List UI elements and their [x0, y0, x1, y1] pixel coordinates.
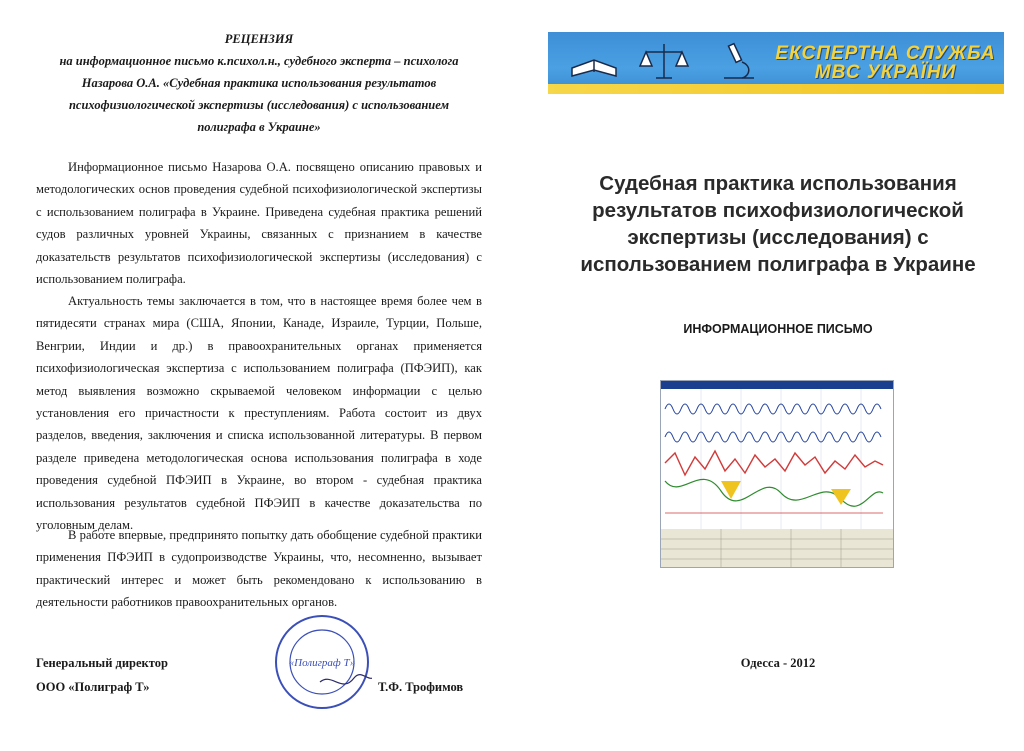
stamp-text: «Полиграф Т» [288, 657, 356, 669]
company-stamp [272, 612, 372, 712]
review-paragraph [36, 524, 482, 614]
review-subtitle-line-4: полиграфа в Украине» [197, 120, 321, 134]
paragraph-text: В работе впервые, предпринято попытку дать обобщение судебной практики применения ПФЭИП в судопроизводстве Украины, что, несомненно, вызывает практический интерес и может быть рекомендовано к использованию в деятельности работников правоохранительных органов. [36, 528, 482, 610]
book-title [578, 170, 978, 278]
image-table [661, 529, 893, 567]
paragraph-text: Информационное письмо Назарова О.А. посвящено описанию правовых и методологических основ проведения судебной психофизиологической экспертизы с использованием полиграфа в Украине. Приведена судебная практика решений судов различных уровней Украины, связанных с признанием в качестве доказательств результатов психофизиологической экспертизы (исследования) с использованием полиграфа. [36, 160, 482, 287]
scales-icon [640, 44, 688, 78]
book-icon [572, 60, 616, 76]
book-title-line: использованием полиграфа в Украине [580, 253, 976, 276]
book-title-line: результатов психофизиологической [592, 199, 964, 222]
book-subtitle: ИНФОРМАЦИОННОЕ ПИСЬМО [683, 322, 873, 336]
banner-emblems [564, 38, 764, 84]
review-subtitle-line-2: Назарова О.А. «Судебная практика использования результатов [81, 76, 437, 90]
signer-name: Т.Ф. Трофимов [378, 680, 464, 694]
banner-stripe [548, 84, 1004, 94]
paragraph-text: Актуальность темы заключается в том, что в настоящее время более чем в пятидесяти странах мира (США, Японии, Канаде, Израиле, Турции, Польше, Венгрии, Индии и др.) в правоохранительных органах применяется психофизиологическая экспертиза с использованием полиграфа (ПФЭИП), как метод выявления возможно скрываемой человеком информации с целью установления его причастности к преступлениям. Работа состоит из двух разделов, введения, заключения и списка использованной литературы. В первом разделе приведена методологическая основа использования полиграфа в ходе проведения судебной ПФЭИП в Украине, во втором - судебная практика использования результатов судебной ПФЭИП в качестве доказательства по уголовным делам. [36, 294, 482, 533]
signer-position: Генеральный директор [36, 656, 168, 670]
review-paragraph [36, 290, 482, 536]
banner-title [773, 44, 998, 82]
book-title-line: Судебная практика использования [599, 172, 957, 195]
banner-line-2: МВС УКРАЇНИ [814, 62, 957, 83]
review-subtitle-line-3: психофизиологической экспертизы (исследования) с использованием [68, 98, 450, 112]
image-titlebar [661, 381, 893, 389]
signer-company: ООО «Полиграф Т» [36, 680, 150, 694]
review-subtitle-line-1: на информационное письмо к.психол.н., судебного эксперта – психолога [59, 54, 459, 68]
banner-line-1: ЕКСПЕРТНА СЛУЖБА [775, 43, 996, 64]
review-paragraph [36, 156, 482, 290]
place-year: Одесса - 2012 [740, 656, 816, 670]
microscope-icon [724, 44, 754, 78]
cover-page [528, 0, 1024, 751]
book-title-line: экспертизы (исследования) с [627, 226, 929, 249]
polygraph-chart-image [660, 380, 894, 568]
review-title: РЕЦЕНЗИЯ [224, 32, 294, 46]
